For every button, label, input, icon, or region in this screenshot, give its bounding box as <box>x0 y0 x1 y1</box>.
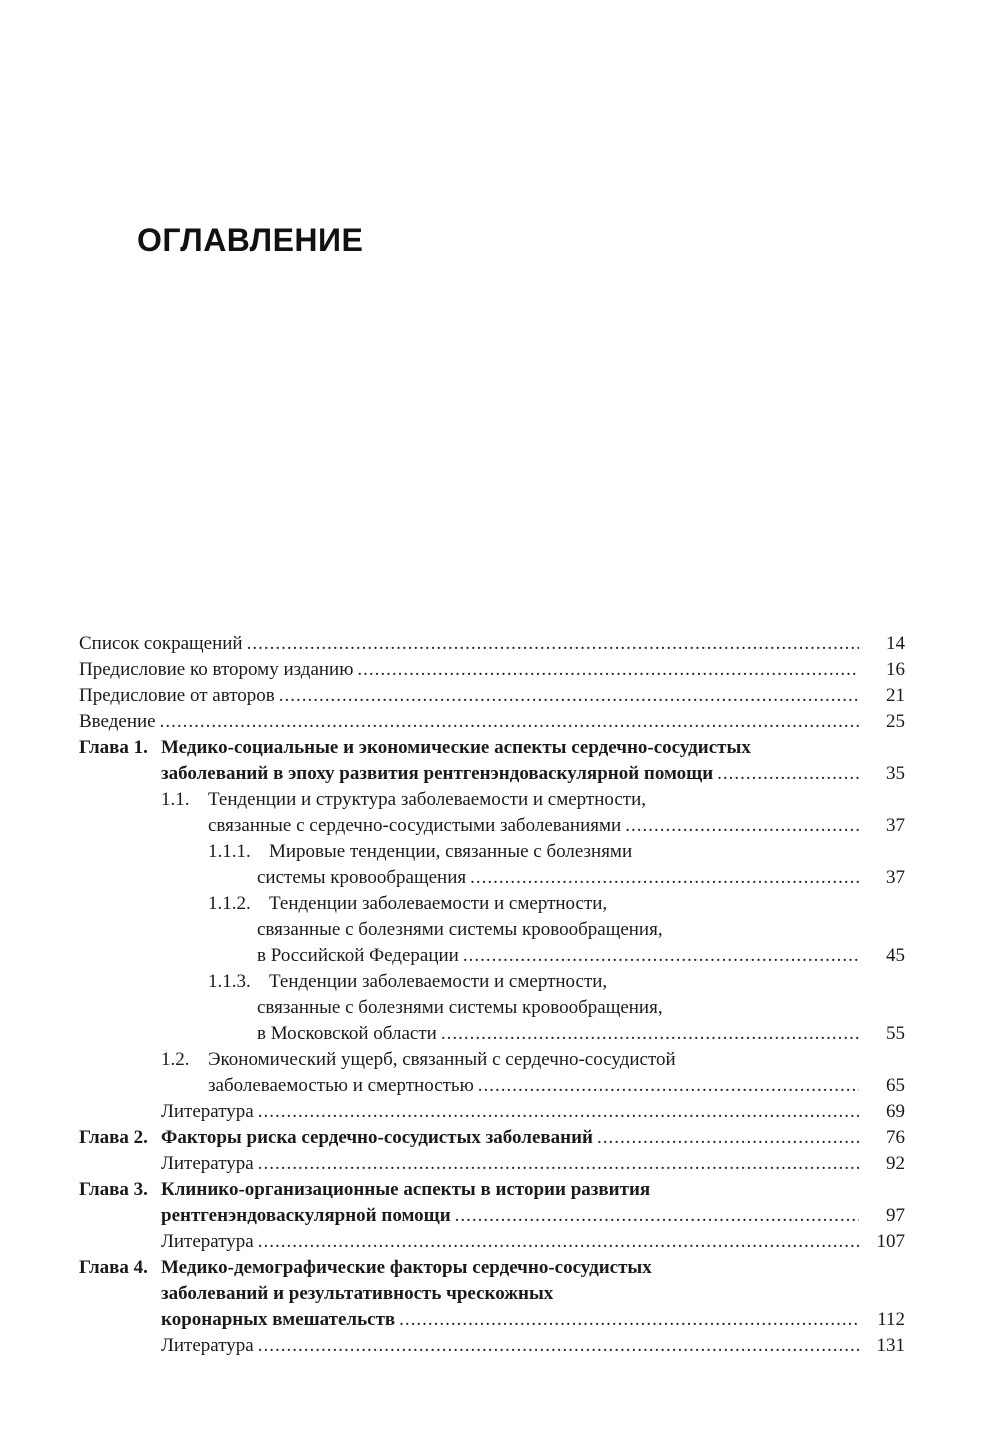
toc-subsection-1-1-2-cont[interactable] <box>79 943 905 969</box>
toc-entry-introduction[interactable] <box>79 709 905 735</box>
toc-page-number: 107 <box>876 1231 905 1252</box>
section-title-line: заболеваемостью и смертностью <box>208 1075 474 1096</box>
dot-leader <box>470 865 859 891</box>
toc-chapter-4-cont[interactable] <box>79 1281 905 1307</box>
subsection-title-line: Мировые тенденции, связанные с болезнями <box>269 841 633 862</box>
subsection-title-line: Тенденции заболеваемости и смертности, <box>269 971 608 992</box>
toc-page-number: 65 <box>886 1075 905 1096</box>
dot-leader <box>279 683 859 709</box>
page-title: ОГЛАВЛЕНИЕ <box>137 222 364 258</box>
dot-leader <box>258 1099 859 1125</box>
dot-leader <box>478 1073 859 1099</box>
toc-page-number: 21 <box>886 685 905 706</box>
toc-entry-preface-second-edition[interactable] <box>79 657 905 683</box>
toc-chapter-1-literature[interactable] <box>79 1099 905 1125</box>
chapter-title-line: Медико-демографические факторы сердечно-сосудистых <box>161 1257 652 1278</box>
toc-page-number: 97 <box>886 1205 905 1226</box>
table-of-contents <box>79 631 905 1359</box>
subsection-number: 1.1.1. <box>208 841 251 862</box>
toc-chapter-2-literature[interactable] <box>79 1151 905 1177</box>
toc-page-number: 131 <box>876 1335 905 1356</box>
subsection-title-line: связанные с болезнями системы кровообращения, <box>257 997 663 1018</box>
literature-label: Литература <box>161 1153 254 1174</box>
toc-entry-text: Предисловие от авторов <box>79 685 275 706</box>
toc-page-number: 69 <box>886 1101 905 1122</box>
toc-page-number: 14 <box>886 633 905 654</box>
section-title-line: Тенденции и структура заболеваемости и смертности, <box>208 789 647 810</box>
dot-leader <box>258 1333 859 1359</box>
dot-leader <box>463 943 859 969</box>
toc-chapter-1[interactable] <box>79 735 905 761</box>
toc-page-number: 76 <box>886 1127 905 1148</box>
subsection-title-line: связанные с болезнями системы кровообращения, <box>257 919 663 940</box>
dot-leader <box>441 1021 859 1047</box>
toc-section-1-1[interactable] <box>79 787 905 813</box>
subsection-title-line: в Московской области <box>257 1023 437 1044</box>
dot-leader <box>357 657 859 683</box>
toc-page-number: 92 <box>886 1153 905 1174</box>
toc-entry-preface-authors[interactable] <box>79 683 905 709</box>
toc-subsection-1-1-3-cont[interactable] <box>79 1021 905 1047</box>
subsection-title-line: Тенденции заболеваемости и смертности, <box>269 893 608 914</box>
dot-leader <box>247 631 859 657</box>
chapter-title-line: Клинико-организационные аспекты в истории развития <box>161 1179 651 1200</box>
chapter-label: Глава 4. <box>79 1257 148 1278</box>
dot-leader <box>597 1125 859 1151</box>
toc-page-number: 45 <box>886 945 905 966</box>
toc-section-1-1-cont[interactable] <box>79 813 905 839</box>
chapter-label: Глава 3. <box>79 1179 148 1200</box>
dot-leader <box>717 761 859 787</box>
toc-section-1-2-cont[interactable] <box>79 1073 905 1099</box>
chapter-label: Глава 2. <box>79 1127 148 1148</box>
toc-page-number: 112 <box>877 1309 905 1330</box>
toc-page-number: 55 <box>886 1023 905 1044</box>
toc-subsection-1-1-3-cont[interactable] <box>79 995 905 1021</box>
toc-entry-text: Введение <box>79 711 156 732</box>
toc-subsection-1-1-1-cont[interactable] <box>79 865 905 891</box>
chapter-title-line: заболеваний и результативность чрескожных <box>161 1283 554 1304</box>
toc-chapter-4-literature[interactable] <box>79 1333 905 1359</box>
toc-subsection-1-1-1[interactable] <box>79 839 905 865</box>
toc-page-number: 16 <box>886 659 905 680</box>
section-title-line: Экономический ущерб, связанный с сердечно-сосудистой <box>208 1049 676 1070</box>
toc-page-number: 37 <box>886 867 905 888</box>
toc-subsection-1-1-3[interactable] <box>79 969 905 995</box>
toc-chapter-3-cont[interactable] <box>79 1203 905 1229</box>
toc-page-number: 35 <box>886 763 905 784</box>
toc-chapter-1-cont[interactable] <box>79 761 905 787</box>
dot-leader <box>258 1229 859 1255</box>
section-title-line: связанные с сердечно-сосудистыми заболеваниями <box>208 815 622 836</box>
subsection-number: 1.1.2. <box>208 893 251 914</box>
toc-entry-abbreviations[interactable] <box>79 631 905 657</box>
chapter-label: Глава 1. <box>79 737 148 758</box>
literature-label: Литература <box>161 1231 254 1252</box>
chapter-title-line: коронарных вмешательств <box>161 1309 396 1330</box>
toc-entry-text: Список сокращений <box>79 633 243 654</box>
chapter-title-line: Медико-социальные и экономические аспекты сердечно-сосудистых <box>161 737 751 758</box>
literature-label: Литература <box>161 1101 254 1122</box>
toc-chapter-4-cont[interactable] <box>79 1307 905 1333</box>
literature-label: Литература <box>161 1335 254 1356</box>
section-number: 1.1. <box>161 789 190 810</box>
dot-leader <box>399 1307 859 1333</box>
toc-chapter-3-literature[interactable] <box>79 1229 905 1255</box>
section-number: 1.2. <box>161 1049 190 1070</box>
toc-chapter-2[interactable] <box>79 1125 905 1151</box>
chapter-title-line: Факторы риска сердечно-сосудистых заболеваний <box>161 1127 593 1148</box>
toc-page-number: 37 <box>886 815 905 836</box>
dot-leader <box>258 1151 859 1177</box>
dot-leader <box>625 813 859 839</box>
toc-entry-text: Предисловие ко второму изданию <box>79 659 354 680</box>
toc-page-number: 25 <box>886 711 905 732</box>
toc-subsection-1-1-2-cont[interactable] <box>79 917 905 943</box>
toc-chapter-3[interactable] <box>79 1177 905 1203</box>
toc-chapter-4[interactable] <box>79 1255 905 1281</box>
subsection-number: 1.1.3. <box>208 971 251 992</box>
toc-section-1-2[interactable] <box>79 1047 905 1073</box>
dot-leader <box>160 709 859 735</box>
chapter-title-line: рентгенэндоваскулярной помощи <box>161 1205 451 1226</box>
chapter-title-line: заболеваний в эпоху развития рентгенэндоваскулярной помощи <box>161 763 714 784</box>
toc-subsection-1-1-2[interactable] <box>79 891 905 917</box>
dot-leader <box>455 1203 859 1229</box>
subsection-title-line: в Российской Федерации <box>257 945 459 966</box>
subsection-title-line: системы кровообращения <box>257 867 467 888</box>
